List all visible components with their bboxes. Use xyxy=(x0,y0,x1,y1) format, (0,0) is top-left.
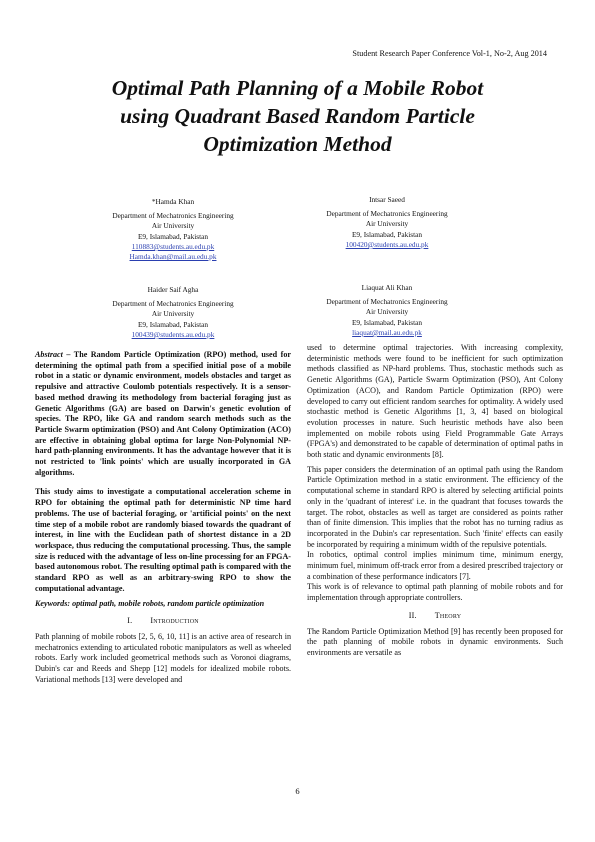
title-line: using Quadrant Based Random Particle xyxy=(120,104,475,128)
section-title: Introduction xyxy=(150,616,199,626)
author-name: Liaquat Ali Khan xyxy=(361,283,413,292)
author-location: E9, Islamabad, Pakistan xyxy=(351,317,423,327)
author-email[interactable]: 110883@students.au.edu.pk xyxy=(131,241,215,251)
author-name: Intsar Saeed xyxy=(369,195,405,204)
author-block xyxy=(88,285,258,340)
abstract-label: Abstract xyxy=(35,350,63,359)
author-univ: Air University xyxy=(151,221,195,231)
author-location: E9, Islamabad, Pakistan xyxy=(137,231,209,241)
author-name: Haider Saif Agha xyxy=(147,285,199,294)
section-number: I. xyxy=(127,616,133,626)
author-univ: Air University xyxy=(151,309,195,319)
body-paragraph: used to determine optimal trajectories. With increasing complexity, deterministic methods were found to be inefficient for such optimization methods classified as NP-hard problems. Thus, stochastic methods such as Genetic Algorithms (GA), Particle Swarm Optimization (PSO), Ant Colony Optimization (ACO), and Random Particle Optimization (RPO) were developed to carry out efficient random searches for optimality. A widely used stochastic method is Genetic Algorithms [1, 3, 4] based on biological evolution processes in nature. Such heuristic methods have also been implemented on mobile robots using Field Programmable Gate Arrays (FPGA's) and demonstrated to be capable of determination of optimal paths in both static and dynamic environments [8]. xyxy=(307,343,563,460)
author-dept: Department of Mechatronics Engineering xyxy=(112,299,234,309)
paper-title xyxy=(40,74,555,158)
section-number: II. xyxy=(408,610,417,620)
section-heading xyxy=(35,616,291,627)
author-dept: Department of Mechatronics Engineering xyxy=(112,211,234,221)
body-paragraph: In robotics, optimal control implies minimum time, minimum energy, minimum fuel, minimum off-track error from a desired prescribed trajectory or a combination of these performance indicators [7]. xyxy=(307,550,563,581)
keywords: Keywords: optimal path, mobile robots, random particle optimization xyxy=(35,599,265,609)
author-dept: Department of Mechatronics Engineering xyxy=(326,209,448,219)
author-block xyxy=(302,283,472,338)
author-block xyxy=(88,197,258,262)
body-paragraph: The Random Particle Optimization Method [9] has recently been proposed for the path planning of mobile robots in dynamic environments. Such environments are versatile as xyxy=(307,626,563,657)
abstract-paragraph xyxy=(35,350,291,478)
author-location: E9, Islamabad, Pakistan xyxy=(351,229,423,239)
running-head: Student Research Paper Conference Vol-1, No-2, Aug 2014 xyxy=(352,49,547,58)
body-paragraph: This paper considers the determination of an optimal path using the Random Particle Optimization method in a static environment. The efficiency of the computational scheme in standard RPO is altered by selecting artificial points only in the 'quadrant of interest' i.e. in the quadrant that focuses towards the target. The robot, obstacles as well as target are considered as points rather than of finite dimension. This implies that the robot has no turning radius as incorporated in the Dubin's car representation. Such 'finite' effects can easily be incorporated by requiring a minimum width of the repulsive potentials. xyxy=(307,464,563,549)
body-paragraph: This work is of relevance to optimal path planning of mobile robots and for implementation through appropriate controllers. xyxy=(307,582,563,603)
author-univ: Air University xyxy=(365,307,409,317)
author-name: *Hamda Khan xyxy=(151,197,195,206)
section-title: Theory xyxy=(434,610,462,620)
right-column xyxy=(307,343,563,659)
title-line: Optimization Method xyxy=(203,132,392,156)
author-email[interactable]: Hamda.khan@mail.au.edu.pk xyxy=(129,252,217,262)
left-column xyxy=(35,350,291,685)
abstract-text: – The Random Particle Optimization (RPO) method, used for determining the optimal path from a specified initial pose of a mobile robot in a static or dynamic environment, models obstacles and target as repulsive and attractive Coulomb potentials respectively. It is a sensor-based method drawing its methodology from bacterial foraging just as Genetic Algorithms (GA) are based on Darwin's genetic evolution of species. The RPO, like GA and random search methods such as the Particle Swarm optimization (PSO) and Ant Colony Optimization (ACO) are effective in obtaining global optima for large Non-Polynomial NP-hard path-planning environments. It has the advantage however that it is not restricted to 'link points' which are usually incorporated in GA algorithms. xyxy=(35,350,291,477)
page-number: 6 xyxy=(295,786,300,796)
author-location: E9, Islamabad, Pakistan xyxy=(137,319,209,329)
author-email[interactable]: 100420@students.au.edu.pk xyxy=(345,239,429,249)
title-line: Optimal Path Planning of a Mobile Robot xyxy=(111,76,484,100)
section-heading xyxy=(307,611,563,622)
author-dept: Department of Mechatronics Engineering xyxy=(326,297,448,307)
author-block xyxy=(302,195,472,250)
author-univ: Air University xyxy=(365,219,409,229)
abstract-paragraph: This study aims to investigate a computational acceleration scheme in RPO for obtaining the optimal path for deterministic NP time hard problems. The use of bacterial foraging, or 'artificial points' on the next time step of a mobile robot are randomly biased towards the quadrant of interest, in line with the Euclidean path of shortest distance in a 2D workspace, thus reducing the computational processing. Thus, the sample size is reduced with the advantage of less on-line processing for an FPGA-based autonomous robot. The resulting optimal path is compared with the standard RPO as well as an arbitrary-swing RPO to show the computational advantage. xyxy=(35,487,291,593)
author-email[interactable]: liaquat@mail.au.edu.pk xyxy=(352,327,422,337)
author-email[interactable]: 100439@students.au.edu.pk xyxy=(131,329,215,339)
body-paragraph: Path planning of mobile robots [2, 5, 6, 10, 11] is an active area of research in mechatronics extending to articulated robotic manipulators as well as wheeled robots. Early work included geometrical methods such as Voronoi diagrams, Dubin's car and Reeds and Shepp [12] models for idealized mobile robots. Variational methods [13] were developed and xyxy=(35,631,291,684)
